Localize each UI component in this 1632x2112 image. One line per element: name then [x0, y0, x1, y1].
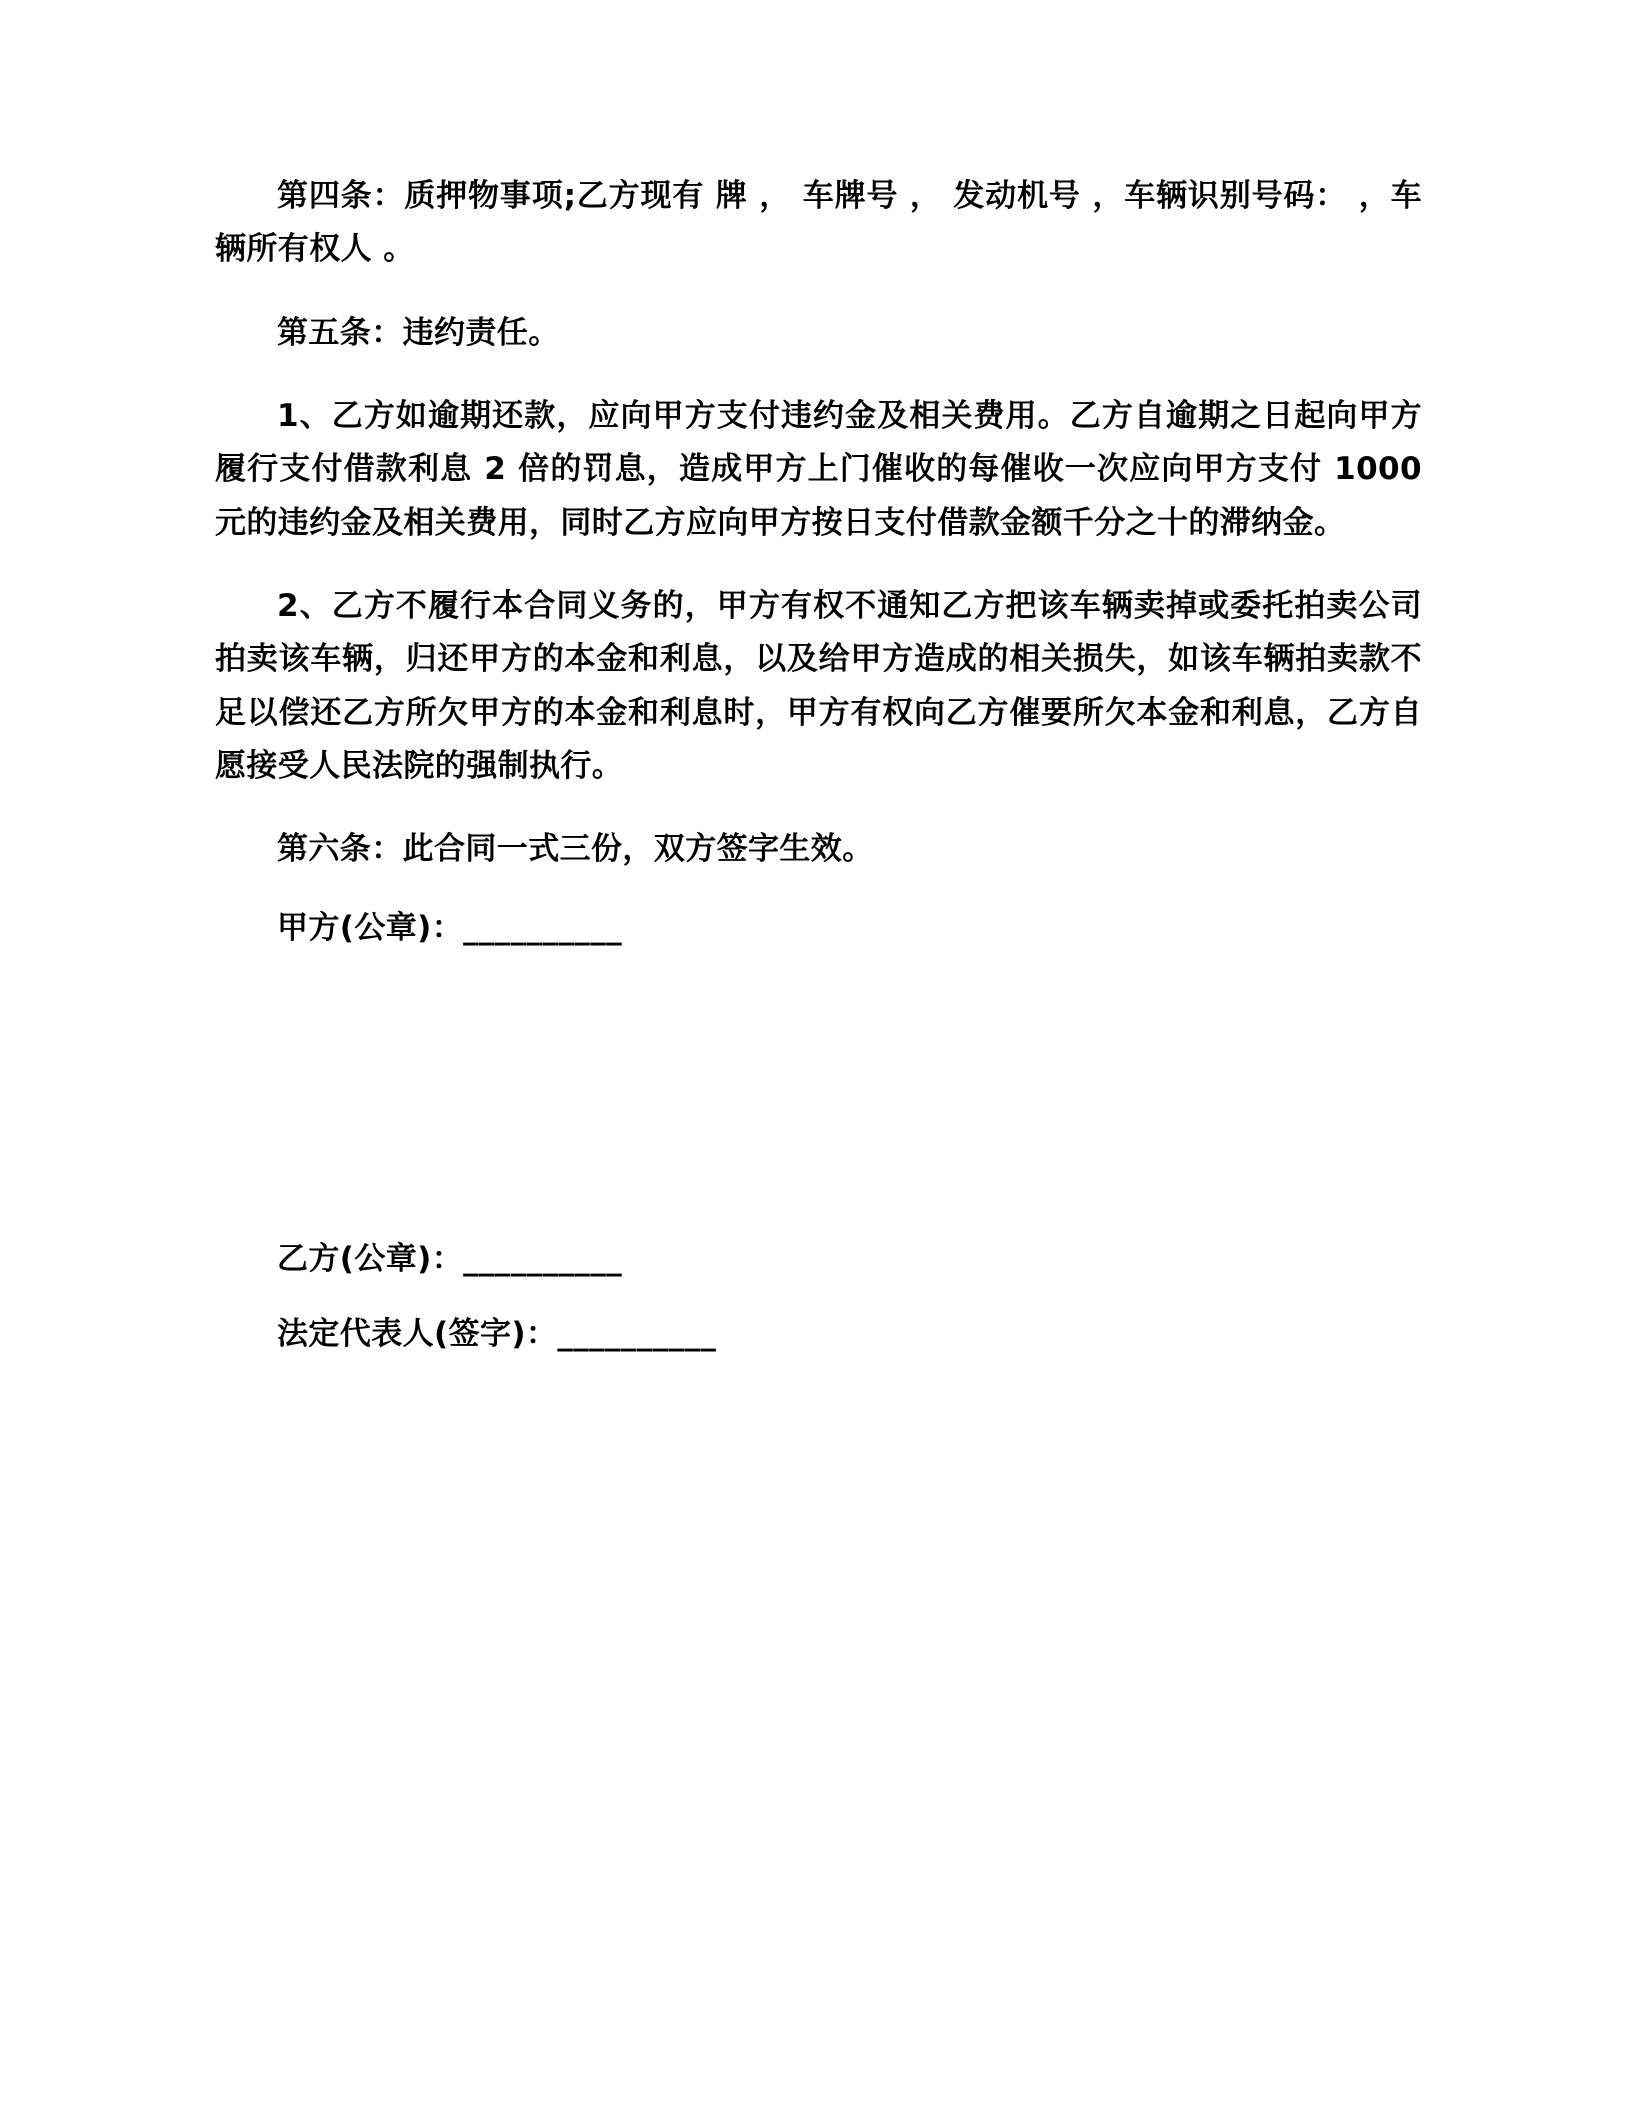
- signature-spacer: [215, 978, 1422, 1233]
- clause-five-heading: 第五条：违约责任。: [277, 314, 560, 351]
- clause-six-paragraph: 第六条：此合同一式三份，双方签字生效。: [277, 831, 874, 868]
- clause-four-paragraph: 第四条：质押物事项;乙方现有 牌 ， 车牌号 ， 发动机号 ，车辆识别号码： ，车辆所有权人 。: [215, 178, 1422, 268]
- clause-five-item-2: 2、乙方不履行本合同义务的，甲方有权不通知乙方把该车辆卖掉或委托拍卖公司拍卖该车辆，归还甲方的本金和利息，以及给甲方造成的相关损失，如该车辆拍卖款不足以偿还乙方所欠甲方的本金和利息时，甲方有权向乙方催要所欠本金和利息，乙方自愿接受人民法院的强制执行。: [215, 587, 1422, 784]
- signature-party-b: 乙方(公章)：__________: [277, 1240, 623, 1277]
- signature-legal-representative: 法定代表人(签字)：__________: [277, 1316, 717, 1353]
- signature-party-a: 甲方(公章)：__________: [277, 910, 623, 947]
- clause-five-item-1: 1、乙方如逾期还款，应向甲方支付违约金及相关费用。乙方自逾期之日起向甲方履行支付借款利息 2 倍的罚息，造成甲方上门催收的每催收一次应向甲方支付 1000 元的违约金及相关费用，同时乙方应向甲方按日支付借款金额千分之十的滞纳金。: [215, 397, 1422, 541]
